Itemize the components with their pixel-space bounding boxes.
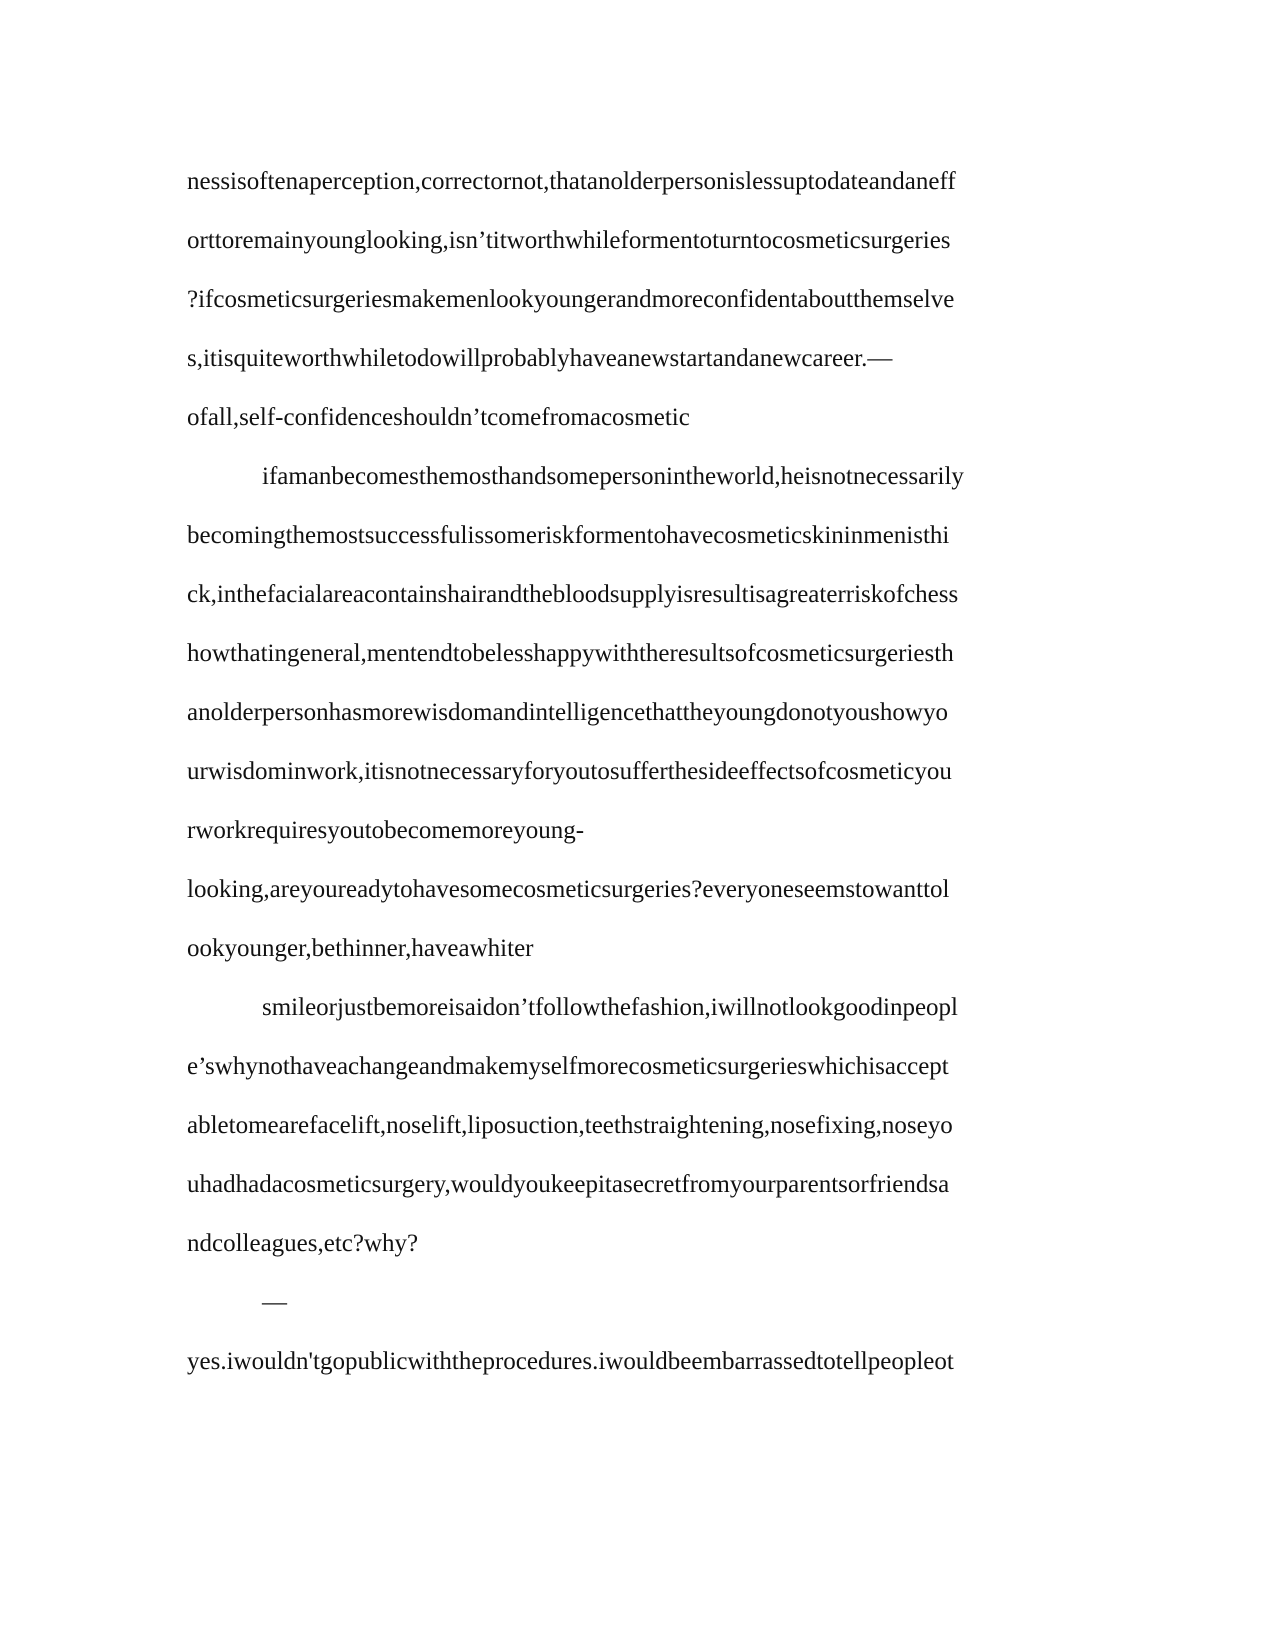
text-line: rworkrequiresyoutobecomemoreyoung-	[187, 817, 585, 844]
text-line: uhadhadacosmeticsurgery,wouldyoukeepitasecretfromyourparentsorfriendsa	[187, 1171, 950, 1198]
text-line: ookyounger,bethinner,haveawhiter	[187, 935, 534, 962]
text-line: ?ifcosmeticsurgeriesmakemenlookyoungerandmoreconfidentaboutthemselve	[187, 286, 955, 313]
text-line: orttoremainyounglooking,isn’titworthwhileformentoturntocosmeticsurgeries	[187, 227, 951, 254]
text-line: nessisoftenaperception,correctornot,thatanolderpersonislessuptodateandaneff	[187, 168, 956, 195]
text-line: anolderpersonhasmorewisdomandintelligencethattheyoungdonotyoushowyo	[187, 699, 948, 726]
text-line: howthatingeneral,mentendtobelesshappywiththeresultsofcosmeticsurgeriesth	[187, 640, 954, 667]
paragraph-start-line: smileorjustbemoreisaidon’tfollowthefashion,iwillnotlookgoodinpeopl	[262, 994, 958, 1021]
text-line: ofall,self-confidenceshouldn’tcomefromacosmetic	[187, 404, 690, 431]
text-line: yes.iwouldn'tgopublicwiththeprocedures.iwouldbeembarrassedtotellpeopleot	[187, 1348, 954, 1375]
text-line: ndcolleagues,etc?why?	[187, 1230, 419, 1257]
text-line: looking,areyoureadytohavesomecosmeticsurgeries?everyoneseemstowanttol	[187, 876, 950, 903]
text-line: abletomearefacelift,noselift,liposuction,teethstraightening,nosefixing,noseyo	[187, 1112, 953, 1139]
text-line: becomingthemostsuccessfulissomeriskformentohavecosmeticskininmenisthi	[187, 522, 950, 549]
paragraph-start-line: ifamanbecomesthemosthandsomepersonintheworld,heisnotnecessarily	[262, 463, 964, 490]
text-line: s,itisquiteworthwhiletodowillprobablyhaveanewstartandanewcareer.—	[187, 345, 893, 372]
text-line: urwisdominwork,itisnotnecessaryforyoutosufferthesideeffectsofcosmeticyou	[187, 758, 952, 785]
dash-line: —	[262, 1289, 287, 1316]
text-line: e’swhynothaveachangeandmakemyselfmorecosmeticsurgerieswhichisaccept	[187, 1053, 949, 1080]
text-line: ck,inthefacialareacontainshairandthebloodsupplyisresultisagreaterriskofchess	[187, 581, 959, 608]
